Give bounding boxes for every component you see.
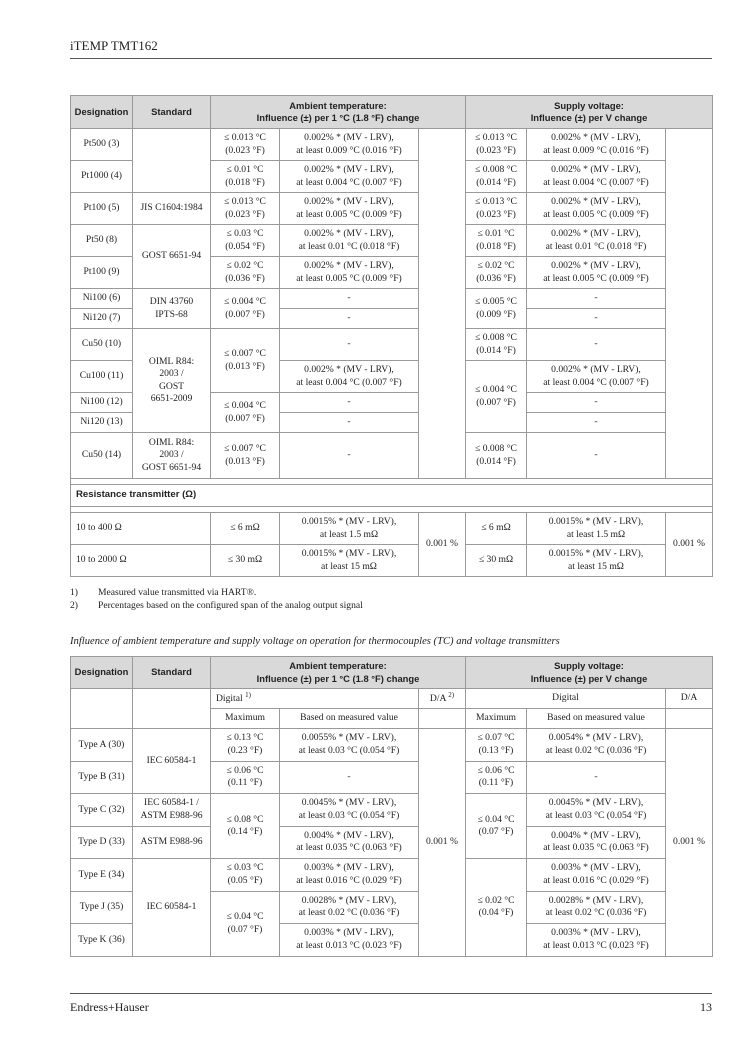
cell-standard bbox=[133, 129, 211, 193]
cell-supply-based: 0.0015% * (MV - LRV), at least 15 mΩ bbox=[527, 545, 666, 577]
cell-ambient-based: 0.003% * (MV - LRV), at least 0.013 °C (0.023 °F) bbox=[280, 924, 419, 957]
cell-empty bbox=[133, 689, 211, 729]
footnote-text: Percentages based on the configured span of the analog output signal bbox=[98, 600, 363, 611]
cell-supply-based: 0.002% * (MV - LRV), at least 0.009 °C (0.016 °F) bbox=[527, 129, 666, 161]
cell-ambient-max: ≤ 0.13 °C (0.23 °F) bbox=[211, 729, 280, 762]
subhead-maximum: Maximum bbox=[466, 709, 527, 729]
cell-ambient-based: - bbox=[280, 433, 419, 479]
cell-supply-max: ≤ 0.02 °C (0.036 °F) bbox=[466, 257, 527, 289]
footer-company: Endress+Hauser bbox=[70, 1000, 149, 1014]
cell-ambient-based: 0.002% * (MV - LRV), at least 0.01 °C (0.018 °F) bbox=[280, 225, 419, 257]
cell-ambient-max: ≤ 0.03 °C (0.054 °F) bbox=[211, 225, 280, 257]
col-ambient bbox=[211, 96, 466, 129]
cell-supply-based: 0.0015% * (MV - LRV), at least 1.5 mΩ bbox=[527, 513, 666, 545]
table-row bbox=[71, 794, 713, 827]
cell-designation: Ni100 (12) bbox=[71, 393, 133, 413]
cell-designation: 10 to 400 Ω bbox=[71, 513, 211, 545]
cell-ambient-max: ≤ 0.013 °C (0.023 °F) bbox=[211, 129, 280, 161]
cell-ambient-based: 0.0028% * (MV - LRV), at least 0.02 °C (0.036 °F) bbox=[280, 891, 419, 924]
cell-supply-max: ≤ 0.01 °C (0.018 °F) bbox=[466, 225, 527, 257]
cell-supply-max: ≤ 0.013 °C (0.023 °F) bbox=[466, 193, 527, 225]
col-supply: Supply voltage: Influence (±) per V change bbox=[466, 657, 713, 689]
table-row bbox=[71, 826, 713, 859]
cell-designation: Type A (30) bbox=[71, 729, 133, 762]
cell-supply-based: 0.0054% * (MV - LRV), at least 0.02 °C (0.036 °F) bbox=[527, 729, 666, 762]
cell-ambient-max: ≤ 0.013 °C (0.023 °F) bbox=[211, 193, 280, 225]
cell-supply-based: 0.004% * (MV - LRV), at least 0.035 °C (0.063 °F) bbox=[527, 826, 666, 859]
cell-designation: Cu100 (11) bbox=[71, 361, 133, 393]
ambient-subtitle: Influence (±) per 1 °C (1.8 °F) change bbox=[256, 112, 420, 123]
cell-supply-based: - bbox=[527, 393, 666, 413]
table-header-row bbox=[71, 657, 713, 689]
footnote bbox=[70, 587, 256, 598]
cell-supply-based: - bbox=[527, 289, 666, 309]
cell-ambient-based: 0.004% * (MV - LRV), at least 0.035 °C (0.063 °F) bbox=[280, 826, 419, 859]
cell-ambient-max: ≤ 0.007 °C (0.013 °F) bbox=[211, 433, 280, 479]
cell-ambient-based: 0.0055% * (MV - LRV), at least 0.03 °C (0.054 °F) bbox=[280, 729, 419, 762]
cell-designation: Type B (31) bbox=[71, 761, 133, 794]
header-divider bbox=[70, 58, 712, 59]
cell-designation: Ni120 (7) bbox=[71, 309, 133, 329]
cell-supply-based: - bbox=[527, 413, 666, 433]
rtd-influence-table bbox=[70, 95, 713, 577]
cell-designation: Pt50 (8) bbox=[71, 225, 133, 257]
footnote bbox=[70, 600, 363, 611]
ambient-title: Ambient temperature: bbox=[289, 99, 387, 111]
cell-ambient-based: - bbox=[280, 289, 419, 309]
cell-ambient-max: ≤ 0.08 °C (0.14 °F) bbox=[211, 794, 280, 859]
cell-supply-max: ≤ 0.008 °C (0.014 °F) bbox=[466, 161, 527, 193]
footnote-text: Measured value transmitted via HART®. bbox=[98, 587, 257, 598]
cell-supply-based: 0.003% * (MV - LRV), at least 0.013 °C (0.023 °F) bbox=[527, 924, 666, 957]
cell-supply-based: 0.002% * (MV - LRV), at least 0.005 °C (0.009 °F) bbox=[527, 193, 666, 225]
cell-standard: OIML R84: 2003 / GOST 6651-2009 bbox=[133, 329, 211, 433]
document-header-title: iTEMP TMT162 bbox=[70, 38, 158, 53]
cell-designation: Type J (35) bbox=[71, 891, 133, 924]
cell-ambient-based: 0.0015% * (MV - LRV), at least 15 mΩ bbox=[280, 545, 419, 577]
cell-designation: Ni120 (13) bbox=[71, 413, 133, 433]
table-row bbox=[71, 513, 713, 545]
cell-supply-based: - bbox=[527, 309, 666, 329]
cell-supply-max: ≤ 0.004 °C (0.007 °F) bbox=[466, 361, 527, 433]
table-caption: Influence of ambient temperature and supply voltage on operation for thermocouples (TC) and voltage transmitters bbox=[70, 636, 560, 647]
cell-supply-max: ≤ 0.008 °C (0.014 °F) bbox=[466, 329, 527, 361]
cell-ambient-max: ≤ 30 mΩ bbox=[211, 545, 280, 577]
supply-title: Supply voltage: bbox=[554, 99, 624, 111]
cell-supply-based: - bbox=[527, 329, 666, 361]
subhead-da-ambient: D/A $^{2)}$ bbox=[419, 689, 466, 709]
cell-supply-max: ≤ 30 mΩ bbox=[466, 545, 527, 577]
cell-supply-max: ≤ 0.013 °C (0.023 °F) bbox=[466, 129, 527, 161]
subhead-digital-ambient: Digital $^{1)}$ bbox=[211, 689, 419, 709]
footnote-number: 2) bbox=[70, 600, 78, 611]
cell-standard: DIN 43760 IPTS-68 bbox=[133, 289, 211, 329]
col-designation: Designation bbox=[71, 96, 133, 129]
cell-standard: ASTM E988-96 bbox=[133, 826, 211, 859]
cell-supply-max: ≤ 0.02 °C (0.04 °F) bbox=[466, 859, 527, 957]
table-row bbox=[71, 329, 713, 361]
cell-designation: Cu50 (14) bbox=[71, 433, 133, 479]
cell-ambient-max: ≤ 0.06 °C (0.11 °F) bbox=[211, 761, 280, 794]
col-ambient: Ambient temperature: Influence (±) per 1 °C (1.8 °F) change bbox=[211, 657, 466, 689]
cell-supply-based: 0.0028% * (MV - LRV), at least 0.02 °C (0.036 °F) bbox=[527, 891, 666, 924]
cell-ambient-max: ≤ 6 mΩ bbox=[211, 513, 280, 545]
cell-supply-da: 0.001 % bbox=[666, 513, 713, 577]
cell-standard: IEC 60584-1 / ASTM E988-96 bbox=[133, 794, 211, 827]
cell-supply-based: 0.002% * (MV - LRV), at least 0.01 °C (0.018 °F) bbox=[527, 225, 666, 257]
cell-supply-based: 0.0045% * (MV - LRV), at least 0.03 °C (0.054 °F) bbox=[527, 794, 666, 827]
cell-ambient-based: - bbox=[280, 309, 419, 329]
subhead-based: Based on measured value bbox=[527, 709, 666, 729]
cell-designation: Pt100 (9) bbox=[71, 257, 133, 289]
col-standard: Standard bbox=[133, 96, 211, 129]
cell-supply-da: 0.001 % bbox=[666, 729, 713, 957]
section-row bbox=[71, 485, 713, 507]
cell-ambient-max: ≤ 0.02 °C (0.036 °F) bbox=[211, 257, 280, 289]
cell-designation: Type E (34) bbox=[71, 859, 133, 892]
cell-designation: 10 to 2000 Ω bbox=[71, 545, 211, 577]
subhead-da-supply: D/A bbox=[666, 689, 713, 709]
cell-standard: IEC 60584-1 bbox=[133, 859, 211, 957]
cell-standard: IEC 60584-1 bbox=[133, 729, 211, 794]
cell-supply-max: ≤ 0.04 °C (0.07 °F) bbox=[466, 794, 527, 859]
subhead-digital-supply: Digital bbox=[466, 689, 666, 709]
cell-designation: Type D (33) bbox=[71, 826, 133, 859]
table-row bbox=[71, 545, 713, 577]
cell-ambient-da: 0.001 % bbox=[419, 513, 466, 577]
subheader-row bbox=[71, 689, 713, 709]
subhead-based: Based on measured value bbox=[280, 709, 419, 729]
cell-designation: Pt500 (3) bbox=[71, 129, 133, 161]
col-standard: Standard bbox=[133, 657, 211, 689]
cell-ambient-based: - bbox=[280, 393, 419, 413]
cell-ambient-da bbox=[419, 129, 466, 479]
cell-designation: Ni100 (6) bbox=[71, 289, 133, 309]
cell-designation: Type C (32) bbox=[71, 794, 133, 827]
cell-ambient-based: 0.0015% * (MV - LRV), at least 1.5 mΩ bbox=[280, 513, 419, 545]
cell-supply-max: ≤ 0.07 °C (0.13 °F) bbox=[466, 729, 527, 762]
cell-supply-based: 0.002% * (MV - LRV), at least 0.005 °C (0.009 °F) bbox=[527, 257, 666, 289]
cell-ambient-based: 0.002% * (MV - LRV), at least 0.005 °C (0.009 °F) bbox=[280, 193, 419, 225]
cell-supply-max: ≤ 0.005 °C (0.009 °F) bbox=[466, 289, 527, 329]
cell-ambient-based: 0.002% * (MV - LRV), at least 0.009 °C (0.016 °F) bbox=[280, 129, 419, 161]
cell-ambient-based: - bbox=[280, 413, 419, 433]
section-title: Resistance transmitter (Ω) bbox=[71, 485, 713, 507]
cell-ambient-based: 0.002% * (MV - LRV), at least 0.004 °C (0.007 °F) bbox=[280, 161, 419, 193]
footer-divider bbox=[70, 993, 712, 994]
cell-ambient-max: ≤ 0.01 °C (0.018 °F) bbox=[211, 161, 280, 193]
cell-supply-based: 0.003% * (MV - LRV), at least 0.016 °C (0.029 °F) bbox=[527, 859, 666, 892]
cell-ambient-max: ≤ 0.04 °C (0.07 °F) bbox=[211, 891, 280, 956]
page-number: 13 bbox=[700, 1000, 712, 1014]
cell-supply-based: 0.002% * (MV - LRV), at least 0.004 °C (0.007 °F) bbox=[527, 161, 666, 193]
cell-ambient-based: 0.0045% * (MV - LRV), at least 0.03 °C (0.054 °F) bbox=[280, 794, 419, 827]
cell-ambient-based: 0.002% * (MV - LRV), at least 0.005 °C (0.009 °F) bbox=[280, 257, 419, 289]
cell-designation: Pt100 (5) bbox=[71, 193, 133, 225]
col-supply bbox=[466, 96, 713, 129]
cell-ambient-max: ≤ 0.004 °C (0.007 °F) bbox=[211, 393, 280, 433]
thermocouple-influence-table bbox=[70, 656, 713, 957]
col-designation: Designation bbox=[71, 657, 133, 689]
cell-ambient-max: ≤ 0.007 °C (0.013 °F) bbox=[211, 329, 280, 393]
table-row bbox=[71, 225, 713, 257]
cell-supply-max: ≤ 0.06 °C (0.11 °F) bbox=[466, 761, 527, 794]
cell-ambient-based: 0.003% * (MV - LRV), at least 0.016 °C (0.029 °F) bbox=[280, 859, 419, 892]
table-row bbox=[71, 859, 713, 892]
cell-supply-based: 0.002% * (MV - LRV), at least 0.004 °C (0.007 °F) bbox=[527, 361, 666, 393]
cell-standard: JIS C1604:1984 bbox=[133, 193, 211, 225]
cell-supply-max: ≤ 0.008 °C (0.014 °F) bbox=[466, 433, 527, 479]
cell-empty bbox=[71, 689, 133, 729]
table-row bbox=[71, 729, 713, 762]
cell-standard: GOST 6651-94 bbox=[133, 225, 211, 289]
cell-supply-based: - bbox=[527, 761, 666, 794]
cell-supply-max: ≤ 6 mΩ bbox=[466, 513, 527, 545]
cell-ambient-max: ≤ 0.03 °C (0.05 °F) bbox=[211, 859, 280, 892]
cell-ambient-max: ≤ 0.004 °C (0.007 °F) bbox=[211, 289, 280, 329]
cell-ambient-based: - bbox=[280, 329, 419, 361]
table-row bbox=[71, 129, 713, 161]
cell-empty bbox=[419, 709, 466, 729]
table-row bbox=[71, 289, 713, 309]
cell-ambient-based: - bbox=[280, 761, 419, 794]
table-row bbox=[71, 193, 713, 225]
supply-subtitle: Influence (±) per V change bbox=[530, 112, 648, 123]
cell-designation: Type K (36) bbox=[71, 924, 133, 957]
cell-supply-da bbox=[666, 129, 713, 479]
cell-ambient-based: 0.002% * (MV - LRV), at least 0.004 °C (0.007 °F) bbox=[280, 361, 419, 393]
subhead-maximum: Maximum bbox=[211, 709, 280, 729]
cell-designation: Cu50 (10) bbox=[71, 329, 133, 361]
cell-empty bbox=[666, 709, 713, 729]
table-row bbox=[71, 433, 713, 479]
cell-designation: Pt1000 (4) bbox=[71, 161, 133, 193]
cell-ambient-da: 0.001 % bbox=[419, 729, 466, 957]
cell-standard: OIML R84: 2003 / GOST 6651-94 bbox=[133, 433, 211, 479]
footnote-number: 1) bbox=[70, 587, 78, 598]
cell-supply-based: - bbox=[527, 433, 666, 479]
table-header-row bbox=[71, 96, 713, 129]
